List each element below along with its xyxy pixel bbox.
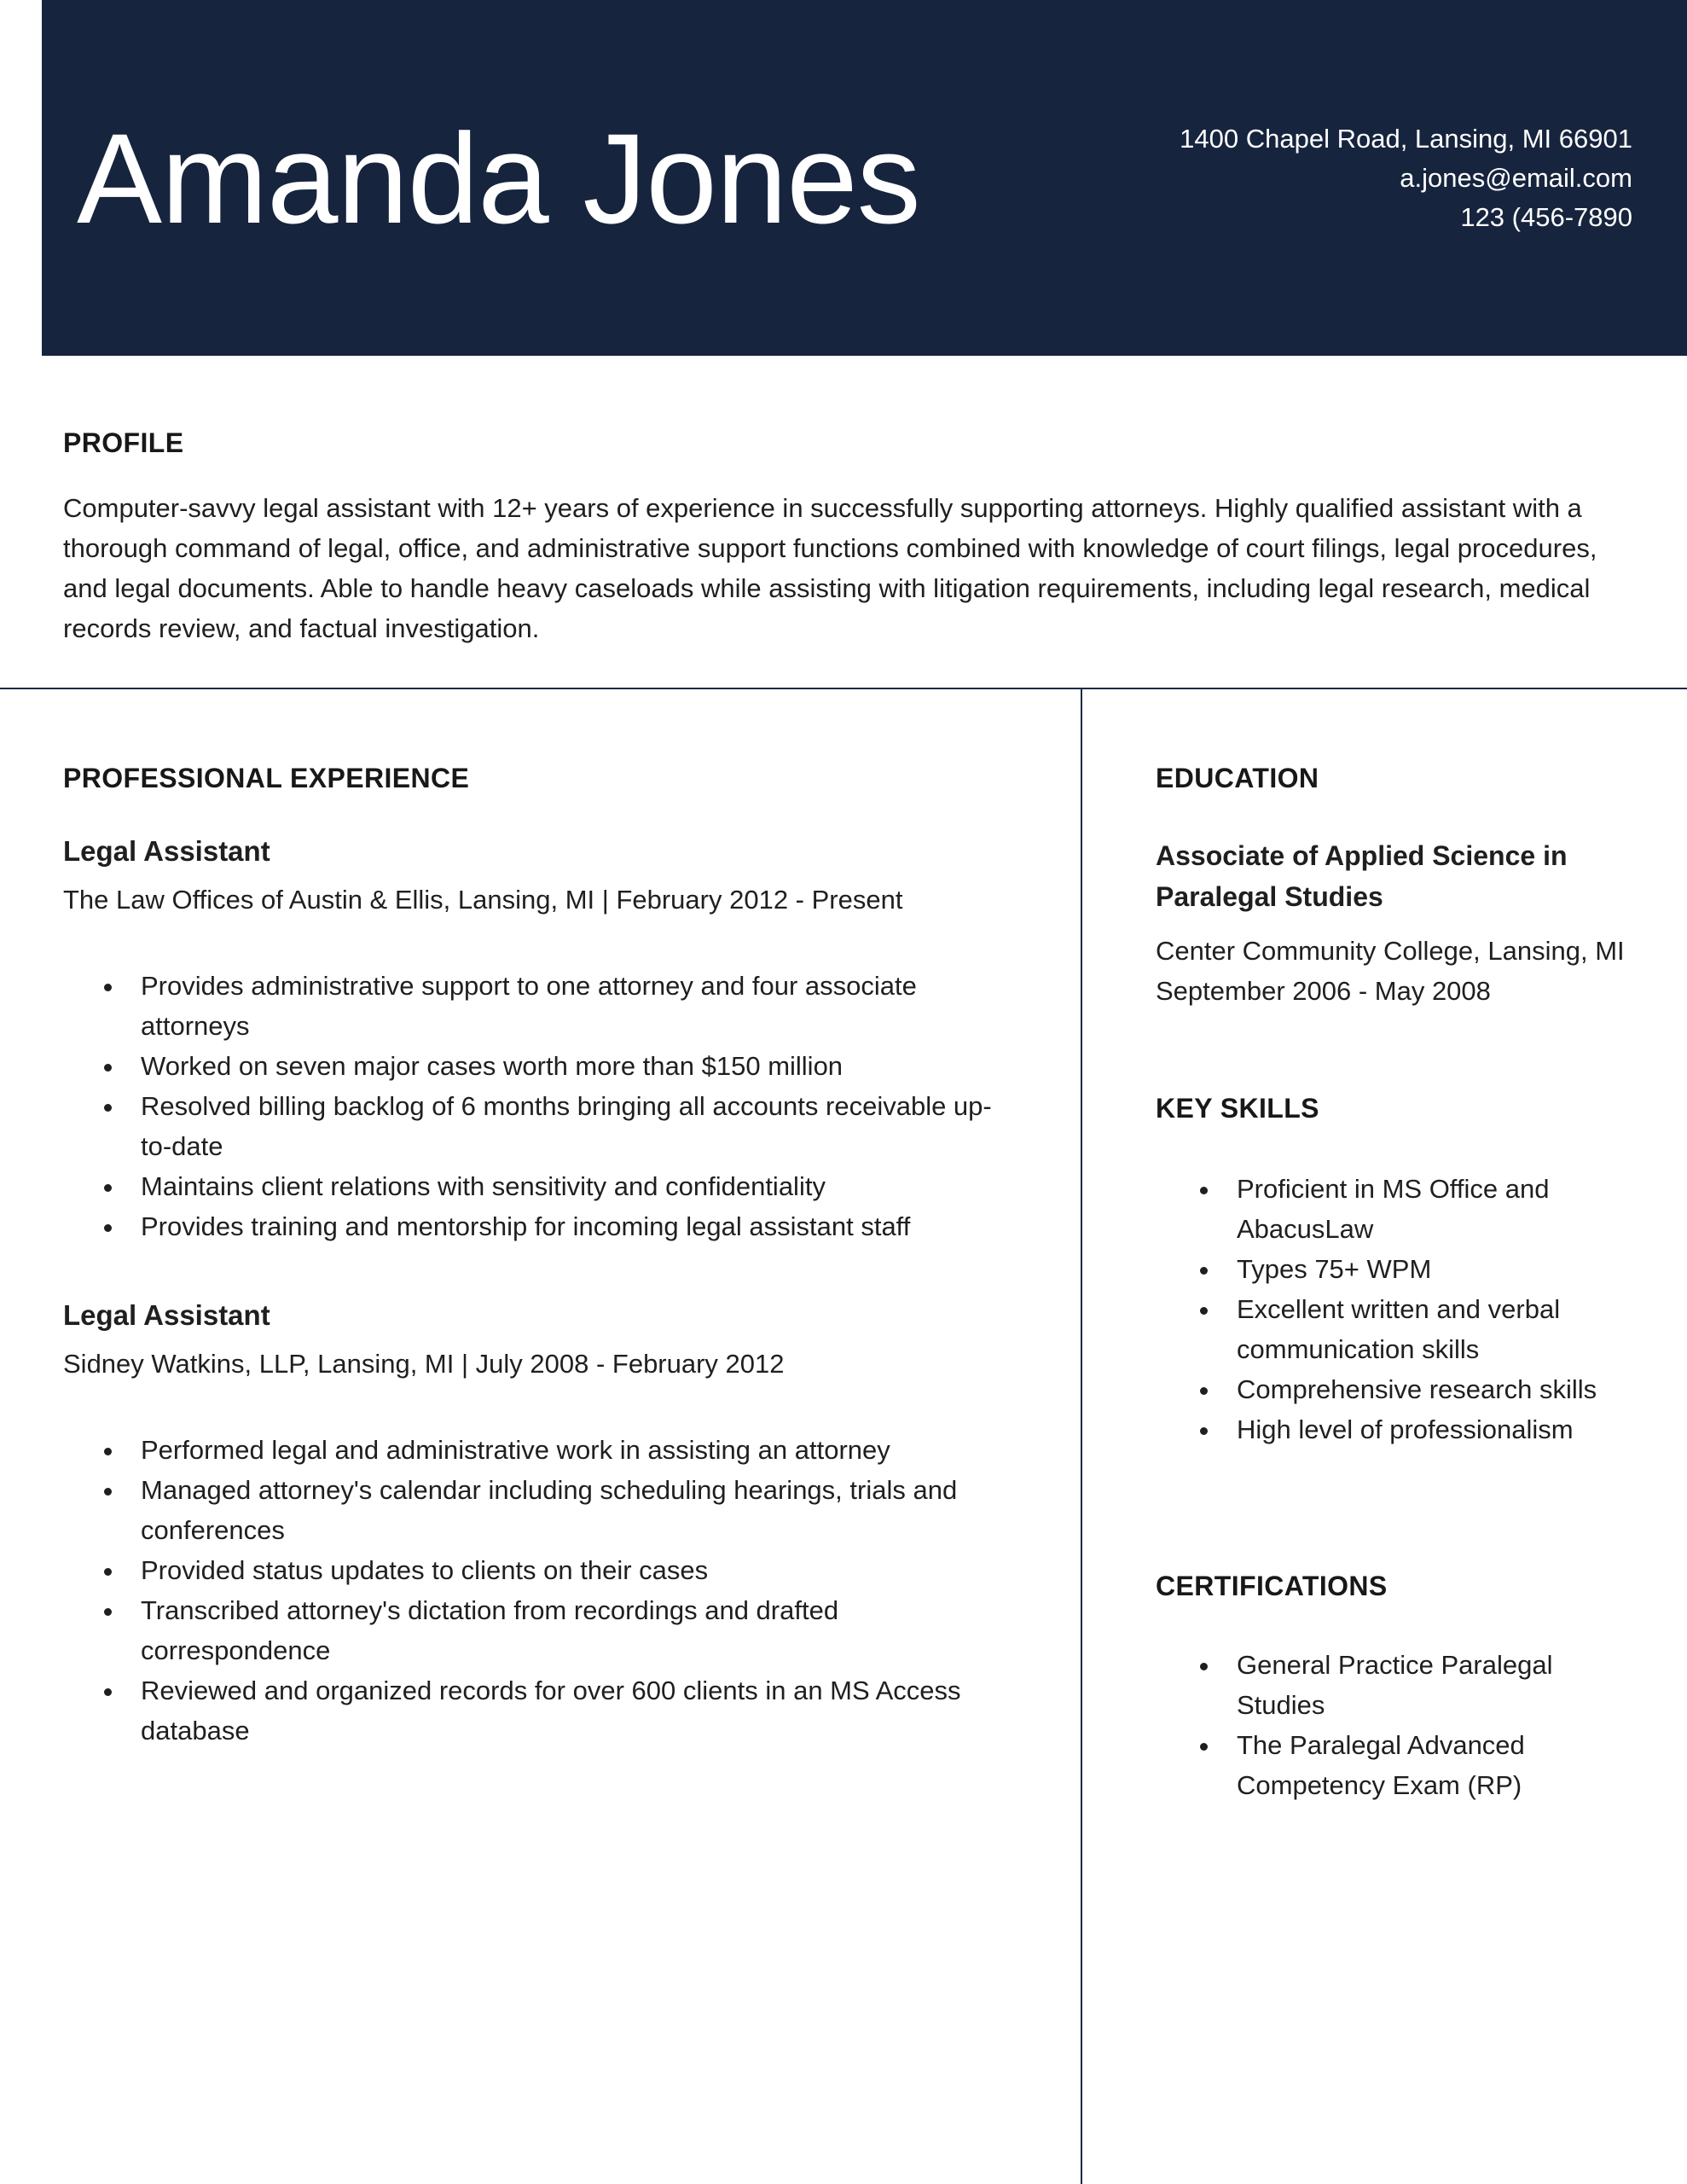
experience-heading: PROFESSIONAL EXPERIENCE — [63, 763, 470, 793]
certifications-heading: CERTIFICATIONS — [1156, 1571, 1388, 1601]
job-meta: Sidney Watkins, LLP, Lansing, MI | July 2008 - February 2012 — [63, 1349, 785, 1379]
contact-email: a.jones@email.com — [1400, 162, 1632, 193]
key-skills-section — [1156, 1093, 1627, 1449]
contact-phone: 123 (456-7890 — [1460, 201, 1632, 232]
job-title: Legal Assistant — [63, 1299, 270, 1331]
contact-address: 1400 Chapel Road, Lansing, MI 66901 — [1180, 123, 1632, 154]
job-bullet-list — [63, 1430, 1012, 1751]
job-bullet: • Reviewed and organized records for over 600 clients in an MS Access database — [125, 1670, 1012, 1751]
skill-item: • Proficient in MS Office and AbacusLaw — [1221, 1169, 1627, 1249]
job-bullet: • Provides training and mentorship for incoming legal assistant staff — [125, 1206, 1012, 1246]
job-title: Legal Assistant — [63, 835, 270, 867]
skill-item: • Excellent written and verbal communication skills — [1221, 1289, 1627, 1369]
job-bullet: • Provided status updates to clients on their cases — [125, 1550, 1012, 1590]
profile-heading: PROFILE — [63, 427, 184, 458]
education-heading: EDUCATION — [1156, 763, 1319, 793]
certifications-list — [1156, 1645, 1627, 1805]
job-entry — [63, 835, 1012, 1246]
education-section — [1156, 763, 1627, 1011]
certification-item: • The Paralegal Advanced Competency Exam (RP) — [1221, 1725, 1627, 1805]
skills-list — [1156, 1169, 1627, 1449]
certification-item: • General Practice Paralegal Studies — [1221, 1645, 1627, 1725]
education-dates: September 2006 - May 2008 — [1156, 976, 1491, 1006]
skill-item: • Types 75+ WPM — [1221, 1249, 1627, 1289]
resume-header — [42, 0, 1687, 356]
profile-text: Computer-savvy legal assistant with 12+ years of experience in successfully supporting attorneys. Highly qualified assistant with a thorough command of legal, office, and administrative support functions combined with knowledge of court filings, legal procedures, and legal documents. Able to handle heavy caseloads while assisting with litigation requirements, including legal research, medical records review, and factual investigation. — [63, 493, 1597, 643]
job-bullet: • Transcribed attorney's dictation from recordings and drafted correspondence — [125, 1590, 1012, 1670]
skill-item: • Comprehensive research skills — [1221, 1369, 1627, 1409]
certifications-section — [1156, 1571, 1627, 1805]
job-bullet: • Provides administrative support to one attorney and four associate attorneys — [125, 966, 1012, 1046]
job-bullet: • Maintains client relations with sensitivity and confidentiality — [125, 1166, 1012, 1206]
sidebar-column — [1081, 689, 1687, 2184]
key-skills-heading: KEY SKILLS — [1156, 1093, 1319, 1124]
education-degree: Associate of Applied Science in Paralegal Studies — [1156, 840, 1568, 912]
job-bullet: • Worked on seven major cases worth more than $150 million — [125, 1046, 1012, 1086]
profile-section — [0, 356, 1687, 688]
job-bullet-list — [63, 966, 1012, 1246]
two-column-body — [0, 688, 1687, 2184]
job-entry — [63, 1299, 1012, 1751]
person-name: Amanda Jones — [77, 106, 920, 250]
education-school: Center Community College, Lansing, MI — [1156, 936, 1625, 966]
experience-column — [0, 689, 1081, 2184]
skill-item: • High level of professionalism — [1221, 1409, 1627, 1449]
job-bullet: • Resolved billing backlog of 6 months bringing all accounts receivable up-to-date — [125, 1086, 1012, 1166]
job-bullet: • Performed legal and administrative work in assisting an attorney — [125, 1430, 1012, 1470]
contact-info — [1180, 119, 1632, 237]
job-meta: The Law Offices of Austin & Ellis, Lansing, MI | February 2012 - Present — [63, 885, 903, 915]
job-bullet: • Managed attorney's calendar including scheduling hearings, trials and conferences — [125, 1470, 1012, 1550]
